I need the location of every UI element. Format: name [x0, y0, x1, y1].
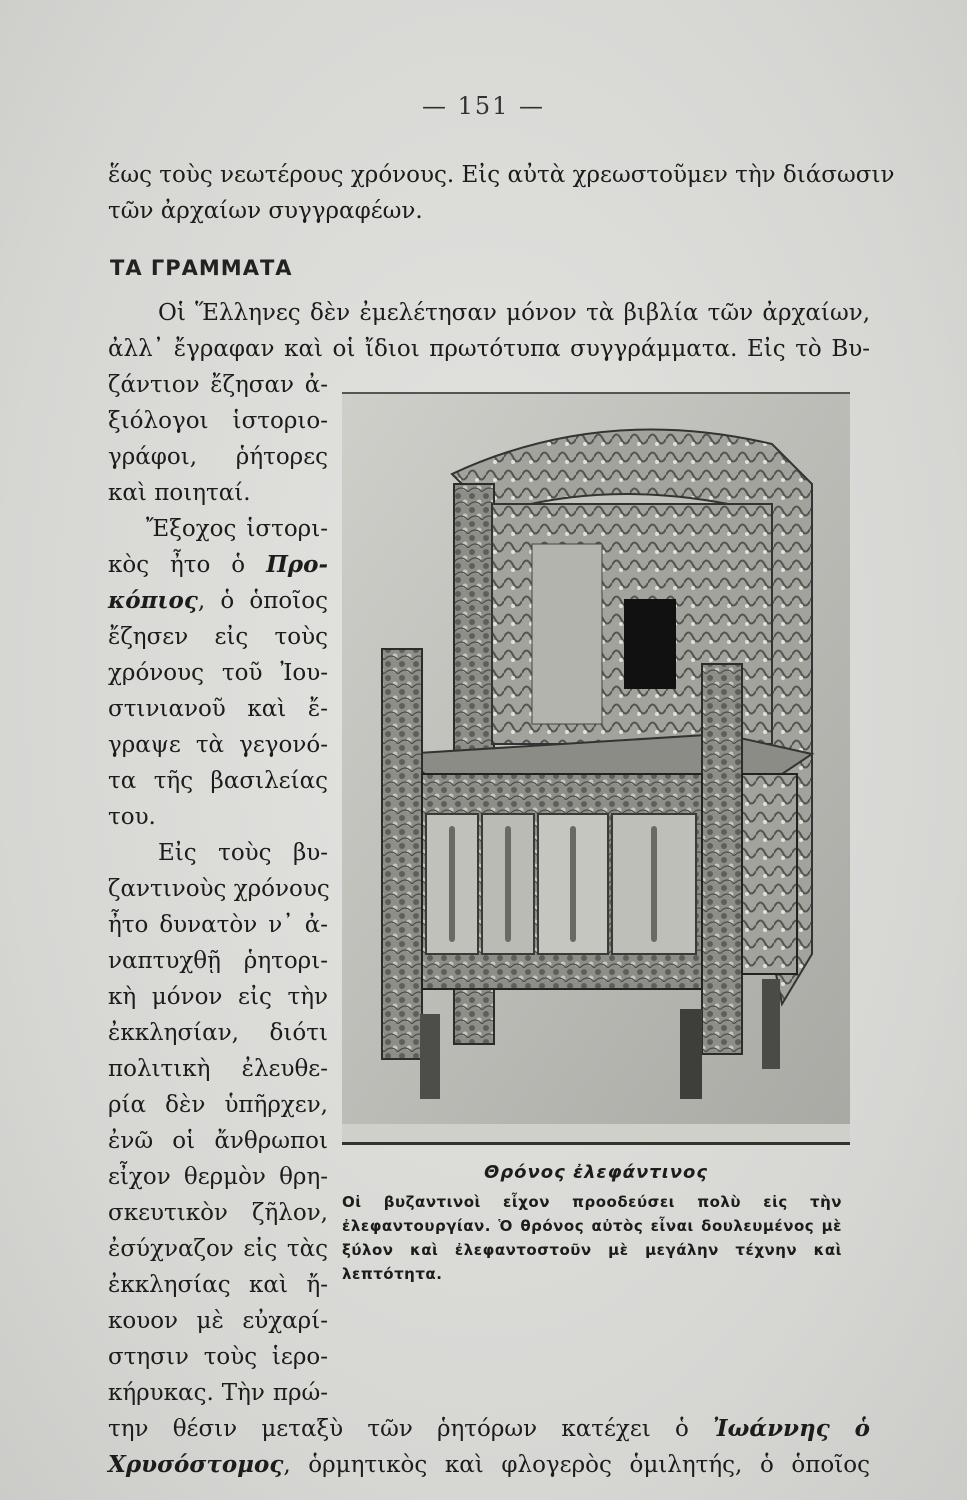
emphasis-name: κόπιος — [108, 587, 198, 614]
text-line: ναπτυχθῇ ῥητορι- — [108, 948, 328, 974]
text-line: τα τῆς βασιλείας — [108, 768, 328, 794]
text-line: ἕως τοὺς νεωτέρους χρόνους. Εἰς αὐτὰ χρεωστοῦμεν τὴν διάσωσιν — [108, 162, 895, 188]
text-line: ἦτο δυνατὸν ν᾽ ἀ- — [108, 912, 328, 938]
text-span: , ὁ ὁποῖος — [197, 588, 328, 614]
text-line: καὶ ποιηταί. — [108, 480, 251, 506]
text-line: τῶν ἀρχαίων συγγραφέων. — [108, 198, 423, 224]
text-line: εἶχον θερμὸν θρη- — [108, 1164, 328, 1190]
text-line: ζάντιον ἔζησαν ἀ- — [108, 372, 328, 398]
emphasis-name: Χρυσόστομος — [108, 1451, 284, 1478]
text-line: ζαντινοὺς χρόνους — [108, 876, 330, 902]
page-number: — 151 — — [421, 92, 546, 120]
text-line — [108, 586, 328, 616]
text-line — [108, 1450, 870, 1480]
figure-title: Θρόνος ἐλεφάντινος — [483, 1162, 709, 1183]
text-line: του. — [108, 804, 156, 830]
text-line: Οἱ Ἕλληνες δὲν ἐμελέτησαν μόνον τὰ βιβλία τῶν ἀρχαίων, — [158, 300, 870, 326]
text-span: κὸς ἦτο ὁ — [108, 552, 267, 578]
text-line: ἀλλ᾽ ἔγραφαν καὶ οἱ ἴδιοι πρωτότυπα συγγράμματα. Εἰς τὸ Βυ- — [108, 336, 870, 362]
text-line: στινιανοῦ καὶ ἔ- — [108, 696, 328, 722]
text-line: κουον μὲ εὐχαρί- — [108, 1308, 328, 1334]
emphasis-name: Προ- — [266, 551, 328, 578]
text-span: , ὁρμητικὸς καὶ φλογερὸς ὁμιλητής, ὁ ὁποῖος — [283, 1452, 870, 1478]
text-line: ἐκκλησίας καὶ ἤ- — [108, 1272, 328, 1298]
figure-caption: Οἱ βυζαντινοὶ εἶχον προοδεύσει πολὺ εἰς τὴν ἐλεφαντουργίαν. Ὁ θρόνος αὐτὸς εἶναι δουλευμένος μὲ ξύλον καὶ ἐλεφαντοστοῦν μὲ μεγάλην τέχνην καὶ λεπτότητα. — [342, 1193, 842, 1283]
text-line — [108, 1414, 870, 1444]
text-line: χρόνους τοῦ Ἰου- — [108, 660, 328, 686]
emphasis-name: Ἰωάννης ὁ — [713, 1415, 870, 1442]
text-line: γράφοι, ῥήτορες — [108, 444, 328, 470]
text-line: σκευτικὸν ζῆλον, — [108, 1200, 328, 1226]
text-line: ἐκκλησίαν, διότι — [108, 1020, 328, 1046]
text-line: ἐνῶ οἱ ἄνθρωποι — [108, 1128, 328, 1154]
text-line: Ἔξοχος ἱστορι- — [146, 516, 328, 542]
text-line: στησιν τοὺς ἱερο- — [108, 1344, 328, 1370]
text-line: ἐσύχναζον εἰς τὰς — [108, 1236, 328, 1262]
text-line: γραψε τὰ γεγονό- — [108, 732, 328, 758]
text-line: πολιτικὴ ἐλευθε- — [108, 1056, 328, 1082]
text-line: κὴ μόνον εἰς τὴν — [108, 984, 328, 1010]
text-line: ἔζησεν εἰς τοὺς — [108, 624, 328, 650]
text-line — [108, 550, 328, 580]
throne-photograph — [342, 392, 850, 1145]
text-line: ρία δὲν ὑπῆρχεν, — [108, 1092, 328, 1118]
text-span: την θέσιν μεταξὺ τῶν ῥητόρων κατέχει ὁ — [108, 1416, 714, 1442]
section-heading: ΤΑ ΓΡΑΜΜΑΤΑ — [110, 256, 293, 280]
text-line: κήρυκας. Τὴν πρώ- — [108, 1380, 328, 1406]
text-line: Εἰς τοὺς βυ- — [158, 840, 328, 866]
text-line: ξιόλογοι ἱστοριο- — [108, 408, 328, 434]
